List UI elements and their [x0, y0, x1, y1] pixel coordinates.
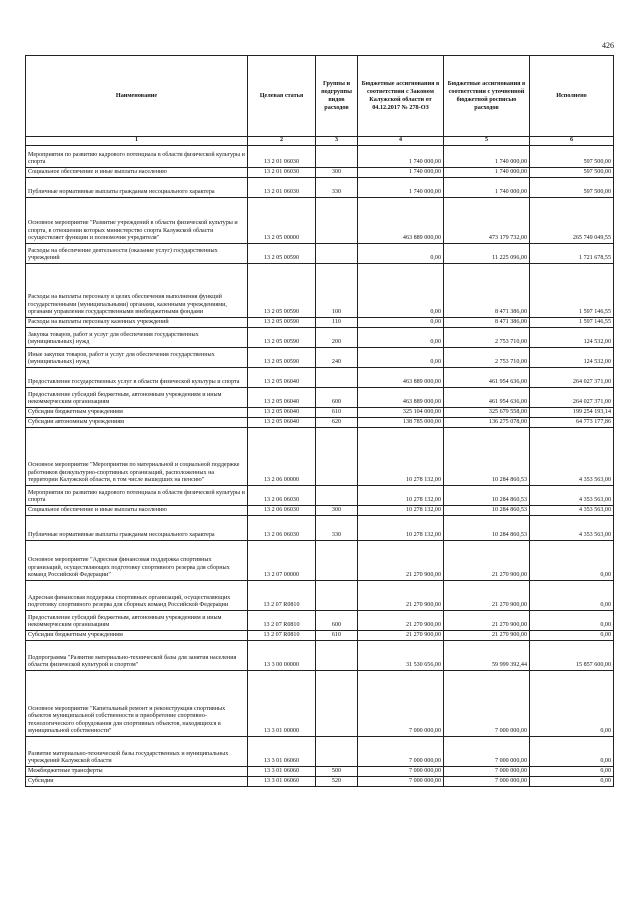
row-expense-group — [316, 486, 358, 506]
row-executed-amount: 1 721 678,55 — [530, 244, 614, 264]
row-executed-amount: 0,00 — [530, 671, 614, 737]
row-target-code: 13 3 00 00000 — [248, 641, 316, 671]
table-row — [26, 418, 614, 428]
row-law-amount: 7 000 000,00 — [358, 777, 444, 787]
row-executed-amount: 0,00 — [530, 777, 614, 787]
table-row — [26, 611, 614, 631]
row-refined-amount: 8 471 386,00 — [444, 318, 530, 328]
row-refined-amount: 21 270 900,00 — [444, 631, 530, 641]
table-row — [26, 318, 614, 328]
header-executed: Исполнено — [530, 56, 614, 137]
row-target-code: 13 3 01 06060 — [248, 737, 316, 767]
budget-execution-table — [25, 55, 614, 787]
row-target-code: 13 3 01 06060 — [248, 777, 316, 787]
row-law-amount: 0,00 — [358, 348, 444, 368]
row-target-code: 13 2 06 06030 — [248, 516, 316, 541]
row-target-code: 13 2 05 00000 — [248, 198, 316, 244]
page-number: 426 — [602, 41, 614, 50]
row-executed-amount: 597 500,00 — [530, 178, 614, 198]
column-number: 2 — [248, 137, 316, 146]
row-target-code: 13 3 01 00000 — [248, 671, 316, 737]
row-law-amount: 31 530 656,00 — [358, 641, 444, 671]
table-row — [26, 767, 614, 777]
row-refined-amount: 8 471 386,00 — [444, 264, 530, 318]
row-target-code: 13 3 01 06060 — [248, 767, 316, 777]
row-target-code: 13 2 05 00590 — [248, 328, 316, 348]
row-expense-group — [316, 244, 358, 264]
row-executed-amount: 199 254 193,14 — [530, 408, 614, 418]
row-law-amount: 0,00 — [358, 318, 444, 328]
row-law-amount: 21 270 900,00 — [358, 581, 444, 611]
row-law-amount: 21 270 900,00 — [358, 541, 444, 581]
table-row — [26, 146, 614, 168]
column-number: 6 — [530, 137, 614, 146]
row-name: Подпрограмма "Развитие материально-технической базы для занятия населения области физической культурой и спортом" — [26, 641, 248, 671]
row-target-code: 13 2 05 06040 — [248, 368, 316, 388]
row-name: Социальное обеспечение и иные выплаты населению — [26, 168, 248, 178]
table-row — [26, 516, 614, 541]
row-name: Предоставление государственных услуг в области физической культуры и спорта — [26, 368, 248, 388]
row-name: Основное мероприятие "Капитальный ремонт и реконструкция спортивных объектов муниципальной собственности и приобретение спортивно-технологического оборудования для спортивных объектов, находящихся в муниципальной собственности" — [26, 671, 248, 737]
row-target-code: 13 2 07 R0810 — [248, 581, 316, 611]
row-law-amount: 7 000 000,00 — [358, 671, 444, 737]
row-name: Закупка товаров, работ и услуг для обеспечения государственных (муниципальных) нужд — [26, 328, 248, 348]
row-executed-amount: 597 500,00 — [530, 146, 614, 168]
row-executed-amount: 4 353 563,00 — [530, 428, 614, 486]
row-refined-amount: 325 679 558,00 — [444, 408, 530, 418]
row-target-code: 13 2 05 00590 — [248, 348, 316, 368]
table-header-row — [26, 56, 614, 137]
row-target-code: 13 2 01 06030 — [248, 146, 316, 168]
row-executed-amount: 264 027 371,00 — [530, 368, 614, 388]
table-row — [26, 506, 614, 516]
row-law-amount: 1 740 000,00 — [358, 146, 444, 168]
row-law-amount: 463 889 000,00 — [358, 388, 444, 408]
table-row — [26, 671, 614, 737]
row-target-code: 13 2 07 R0810 — [248, 631, 316, 641]
header-expense-groups: Группы и подгруппы видов расходов — [316, 56, 358, 137]
row-refined-amount: 11 225 096,00 — [444, 244, 530, 264]
row-expense-group: 600 — [316, 611, 358, 631]
row-refined-amount: 1 740 000,00 — [444, 178, 530, 198]
row-refined-amount: 7 000 000,00 — [444, 737, 530, 767]
row-expense-group: 500 — [316, 767, 358, 777]
table-row — [26, 244, 614, 264]
row-target-code: 13 2 01 06030 — [248, 168, 316, 178]
row-name: Адресная финансовая поддержка спортивных организаций, осуществляющих подготовку спортивного резерва для сборных команд Российской Федерации — [26, 581, 248, 611]
table-row — [26, 581, 614, 611]
row-name: Субсидии автономным учреждениям — [26, 418, 248, 428]
row-name: Субсидии бюджетным учреждениям — [26, 408, 248, 418]
table-row — [26, 777, 614, 787]
row-expense-group: 610 — [316, 408, 358, 418]
row-expense-group — [316, 368, 358, 388]
row-target-code: 13 2 05 06040 — [248, 388, 316, 408]
row-refined-amount: 10 284 860,53 — [444, 516, 530, 541]
row-name: Мероприятия по развитию кадрового потенциала в области физической культуры и спорта — [26, 486, 248, 506]
row-name: Социальное обеспечение и иные выплаты населению — [26, 506, 248, 516]
row-expense-group: 300 — [316, 168, 358, 178]
row-executed-amount: 265 749 049,55 — [530, 198, 614, 244]
table-row — [26, 178, 614, 198]
row-expense-group — [316, 671, 358, 737]
table-row — [26, 388, 614, 408]
row-target-code: 13 2 06 06030 — [248, 486, 316, 506]
row-executed-amount: 0,00 — [530, 631, 614, 641]
row-expense-group: 240 — [316, 348, 358, 368]
row-name: Субсидии бюджетным учреждениям — [26, 631, 248, 641]
row-law-amount: 10 278 132,00 — [358, 506, 444, 516]
column-number: 1 — [26, 137, 248, 146]
row-name: Публичные нормативные выплаты гражданам несоциального характера — [26, 516, 248, 541]
row-target-code: 13 2 06 00000 — [248, 428, 316, 486]
table-row — [26, 641, 614, 671]
row-name: Развитие материально-технической базы государственных и муниципальных учреждений Калужской области — [26, 737, 248, 767]
row-executed-amount: 264 027 371,00 — [530, 388, 614, 408]
row-law-amount: 0,00 — [358, 328, 444, 348]
table-row — [26, 428, 614, 486]
row-law-amount: 463 889 000,00 — [358, 368, 444, 388]
header-name: Наименование — [26, 56, 248, 137]
row-expense-group: 300 — [316, 506, 358, 516]
header-law-allocations: Бюджетные ассигнования в соответствии с Законом Калужской области от 04.12.2017 № 278-ОЗ — [358, 56, 444, 137]
row-refined-amount: 473 179 732,00 — [444, 198, 530, 244]
row-refined-amount: 10 284 860,53 — [444, 428, 530, 486]
row-expense-group — [316, 541, 358, 581]
row-executed-amount: 0,00 — [530, 767, 614, 777]
column-number: 5 — [444, 137, 530, 146]
row-executed-amount: 0,00 — [530, 611, 614, 631]
row-refined-amount: 59 999 392,44 — [444, 641, 530, 671]
row-law-amount: 10 278 132,00 — [358, 516, 444, 541]
column-number-row — [26, 137, 614, 146]
row-target-code: 13 2 07 00000 — [248, 541, 316, 581]
row-expense-group — [316, 146, 358, 168]
column-number: 4 — [358, 137, 444, 146]
row-refined-amount: 1 740 000,00 — [444, 146, 530, 168]
row-refined-amount: 7 000 000,00 — [444, 671, 530, 737]
row-target-code: 13 2 05 00590 — [248, 264, 316, 318]
row-law-amount: 0,00 — [358, 244, 444, 264]
row-expense-group: 600 — [316, 388, 358, 408]
row-executed-amount: 0,00 — [530, 581, 614, 611]
row-law-amount: 325 104 000,00 — [358, 408, 444, 418]
table-row — [26, 737, 614, 767]
row-law-amount: 21 270 900,00 — [358, 611, 444, 631]
row-name: Субсидии — [26, 777, 248, 787]
row-executed-amount: 1 597 146,55 — [530, 264, 614, 318]
table-row — [26, 168, 614, 178]
row-executed-amount: 597 500,00 — [530, 168, 614, 178]
row-name: Иные закупки товаров, работ и услуг для обеспечения государственных (муниципальных) нужд — [26, 348, 248, 368]
row-expense-group — [316, 641, 358, 671]
row-law-amount: 1 740 000,00 — [358, 168, 444, 178]
row-executed-amount: 64 773 177,86 — [530, 418, 614, 428]
row-target-code: 13 2 07 R0810 — [248, 611, 316, 631]
row-law-amount: 7 000 000,00 — [358, 767, 444, 777]
row-refined-amount: 2 753 710,00 — [444, 328, 530, 348]
table-row — [26, 631, 614, 641]
row-refined-amount: 21 270 900,00 — [444, 611, 530, 631]
row-law-amount: 10 278 132,00 — [358, 486, 444, 506]
row-law-amount: 463 889 000,00 — [358, 198, 444, 244]
row-expense-group: 610 — [316, 631, 358, 641]
row-target-code: 13 2 05 06040 — [248, 418, 316, 428]
row-target-code: 13 2 05 06040 — [248, 408, 316, 418]
row-executed-amount: 124 532,00 — [530, 328, 614, 348]
row-name: Основное мероприятие "Развитие учреждений в области физической культуры и спорта, в отношении которых министерство спорта Калужской области осуществляет функции и полномочия учредителя" — [26, 198, 248, 244]
row-executed-amount: 124 532,00 — [530, 348, 614, 368]
row-expense-group: 620 — [316, 418, 358, 428]
table-row — [26, 198, 614, 244]
column-number: 3 — [316, 137, 358, 146]
header-refined-allocations: Бюджетные ассигнования в соответствии с уточненной бюджетной росписью расходов — [444, 56, 530, 137]
row-target-code: 13 2 05 00590 — [248, 244, 316, 264]
header-target-article: Целевая статья — [248, 56, 316, 137]
row-name: Публичные нормативные выплаты гражданам несоциального характера — [26, 178, 248, 198]
row-refined-amount: 10 284 860,53 — [444, 486, 530, 506]
row-name: Основное мероприятие "Мероприятия по материальной и социальной поддержке работников физкультурно-спортивных организаций, расположенных на территории Калужской области, в том числе вышедших на пенсию" — [26, 428, 248, 486]
row-executed-amount: 15 857 600,00 — [530, 641, 614, 671]
table-row — [26, 368, 614, 388]
row-expense-group: 110 — [316, 318, 358, 328]
row-name: Межбюджетные трансферты — [26, 767, 248, 777]
row-executed-amount: 4 353 563,00 — [530, 506, 614, 516]
row-name: Предоставление субсидий бюджетным, автономным учреждениям и иным некоммерческим организациям — [26, 388, 248, 408]
row-expense-group: 330 — [316, 178, 358, 198]
row-executed-amount: 4 353 563,00 — [530, 516, 614, 541]
row-refined-amount: 461 954 636,00 — [444, 388, 530, 408]
row-expense-group — [316, 737, 358, 767]
row-refined-amount: 10 284 860,53 — [444, 506, 530, 516]
row-law-amount: 1 740 000,00 — [358, 178, 444, 198]
row-expense-group: 200 — [316, 328, 358, 348]
row-name: Расходы на выплаты персоналу в целях обеспечения выполнения функций государственными (муниципальными) органами, казенными учреждениями, органами управления государственными внебюджетными фондами — [26, 264, 248, 318]
row-refined-amount: 21 270 900,00 — [444, 581, 530, 611]
row-refined-amount: 7 000 000,00 — [444, 767, 530, 777]
row-executed-amount: 0,00 — [530, 737, 614, 767]
row-name: Предоставление субсидий бюджетным, автономным учреждениям и иным некоммерческим организациям — [26, 611, 248, 631]
row-name: Расходы на выплаты персоналу казенных учреждений — [26, 318, 248, 328]
row-target-code: 13 2 06 06030 — [248, 506, 316, 516]
row-expense-group — [316, 428, 358, 486]
table-row — [26, 408, 614, 418]
row-law-amount: 7 000 000,00 — [358, 737, 444, 767]
row-executed-amount: 0,00 — [530, 541, 614, 581]
table-row — [26, 486, 614, 506]
row-expense-group — [316, 198, 358, 244]
row-refined-amount: 136 275 078,00 — [444, 418, 530, 428]
row-law-amount: 138 785 000,00 — [358, 418, 444, 428]
row-executed-amount: 1 597 146,55 — [530, 318, 614, 328]
row-executed-amount: 4 353 563,00 — [530, 486, 614, 506]
row-expense-group: 330 — [316, 516, 358, 541]
row-law-amount: 21 270 900,00 — [358, 631, 444, 641]
row-refined-amount: 1 740 000,00 — [444, 168, 530, 178]
row-refined-amount: 7 000 000,00 — [444, 777, 530, 787]
row-name: Расходы на обеспечение деятельности (оказание услуг) государственных учреждений — [26, 244, 248, 264]
row-target-code: 13 2 01 06030 — [248, 178, 316, 198]
row-expense-group: 520 — [316, 777, 358, 787]
row-name: Мероприятия по развитию кадрового потенциала в области физической культуры и спорта — [26, 146, 248, 168]
table-row — [26, 348, 614, 368]
row-target-code: 13 2 05 00590 — [248, 318, 316, 328]
row-refined-amount: 461 954 636,00 — [444, 368, 530, 388]
row-law-amount: 10 278 132,00 — [358, 428, 444, 486]
table-row — [26, 264, 614, 318]
row-refined-amount: 21 270 900,00 — [444, 541, 530, 581]
row-refined-amount: 2 753 710,00 — [444, 348, 530, 368]
row-law-amount: 0,00 — [358, 264, 444, 318]
table-row — [26, 541, 614, 581]
row-name: Основное мероприятие "Адресная финансовая поддержка спортивных организаций, осуществляющих подготовку спортивного резерва для сборных команд Российской Федерации" — [26, 541, 248, 581]
row-expense-group — [316, 581, 358, 611]
table-row — [26, 328, 614, 348]
row-expense-group: 100 — [316, 264, 358, 318]
